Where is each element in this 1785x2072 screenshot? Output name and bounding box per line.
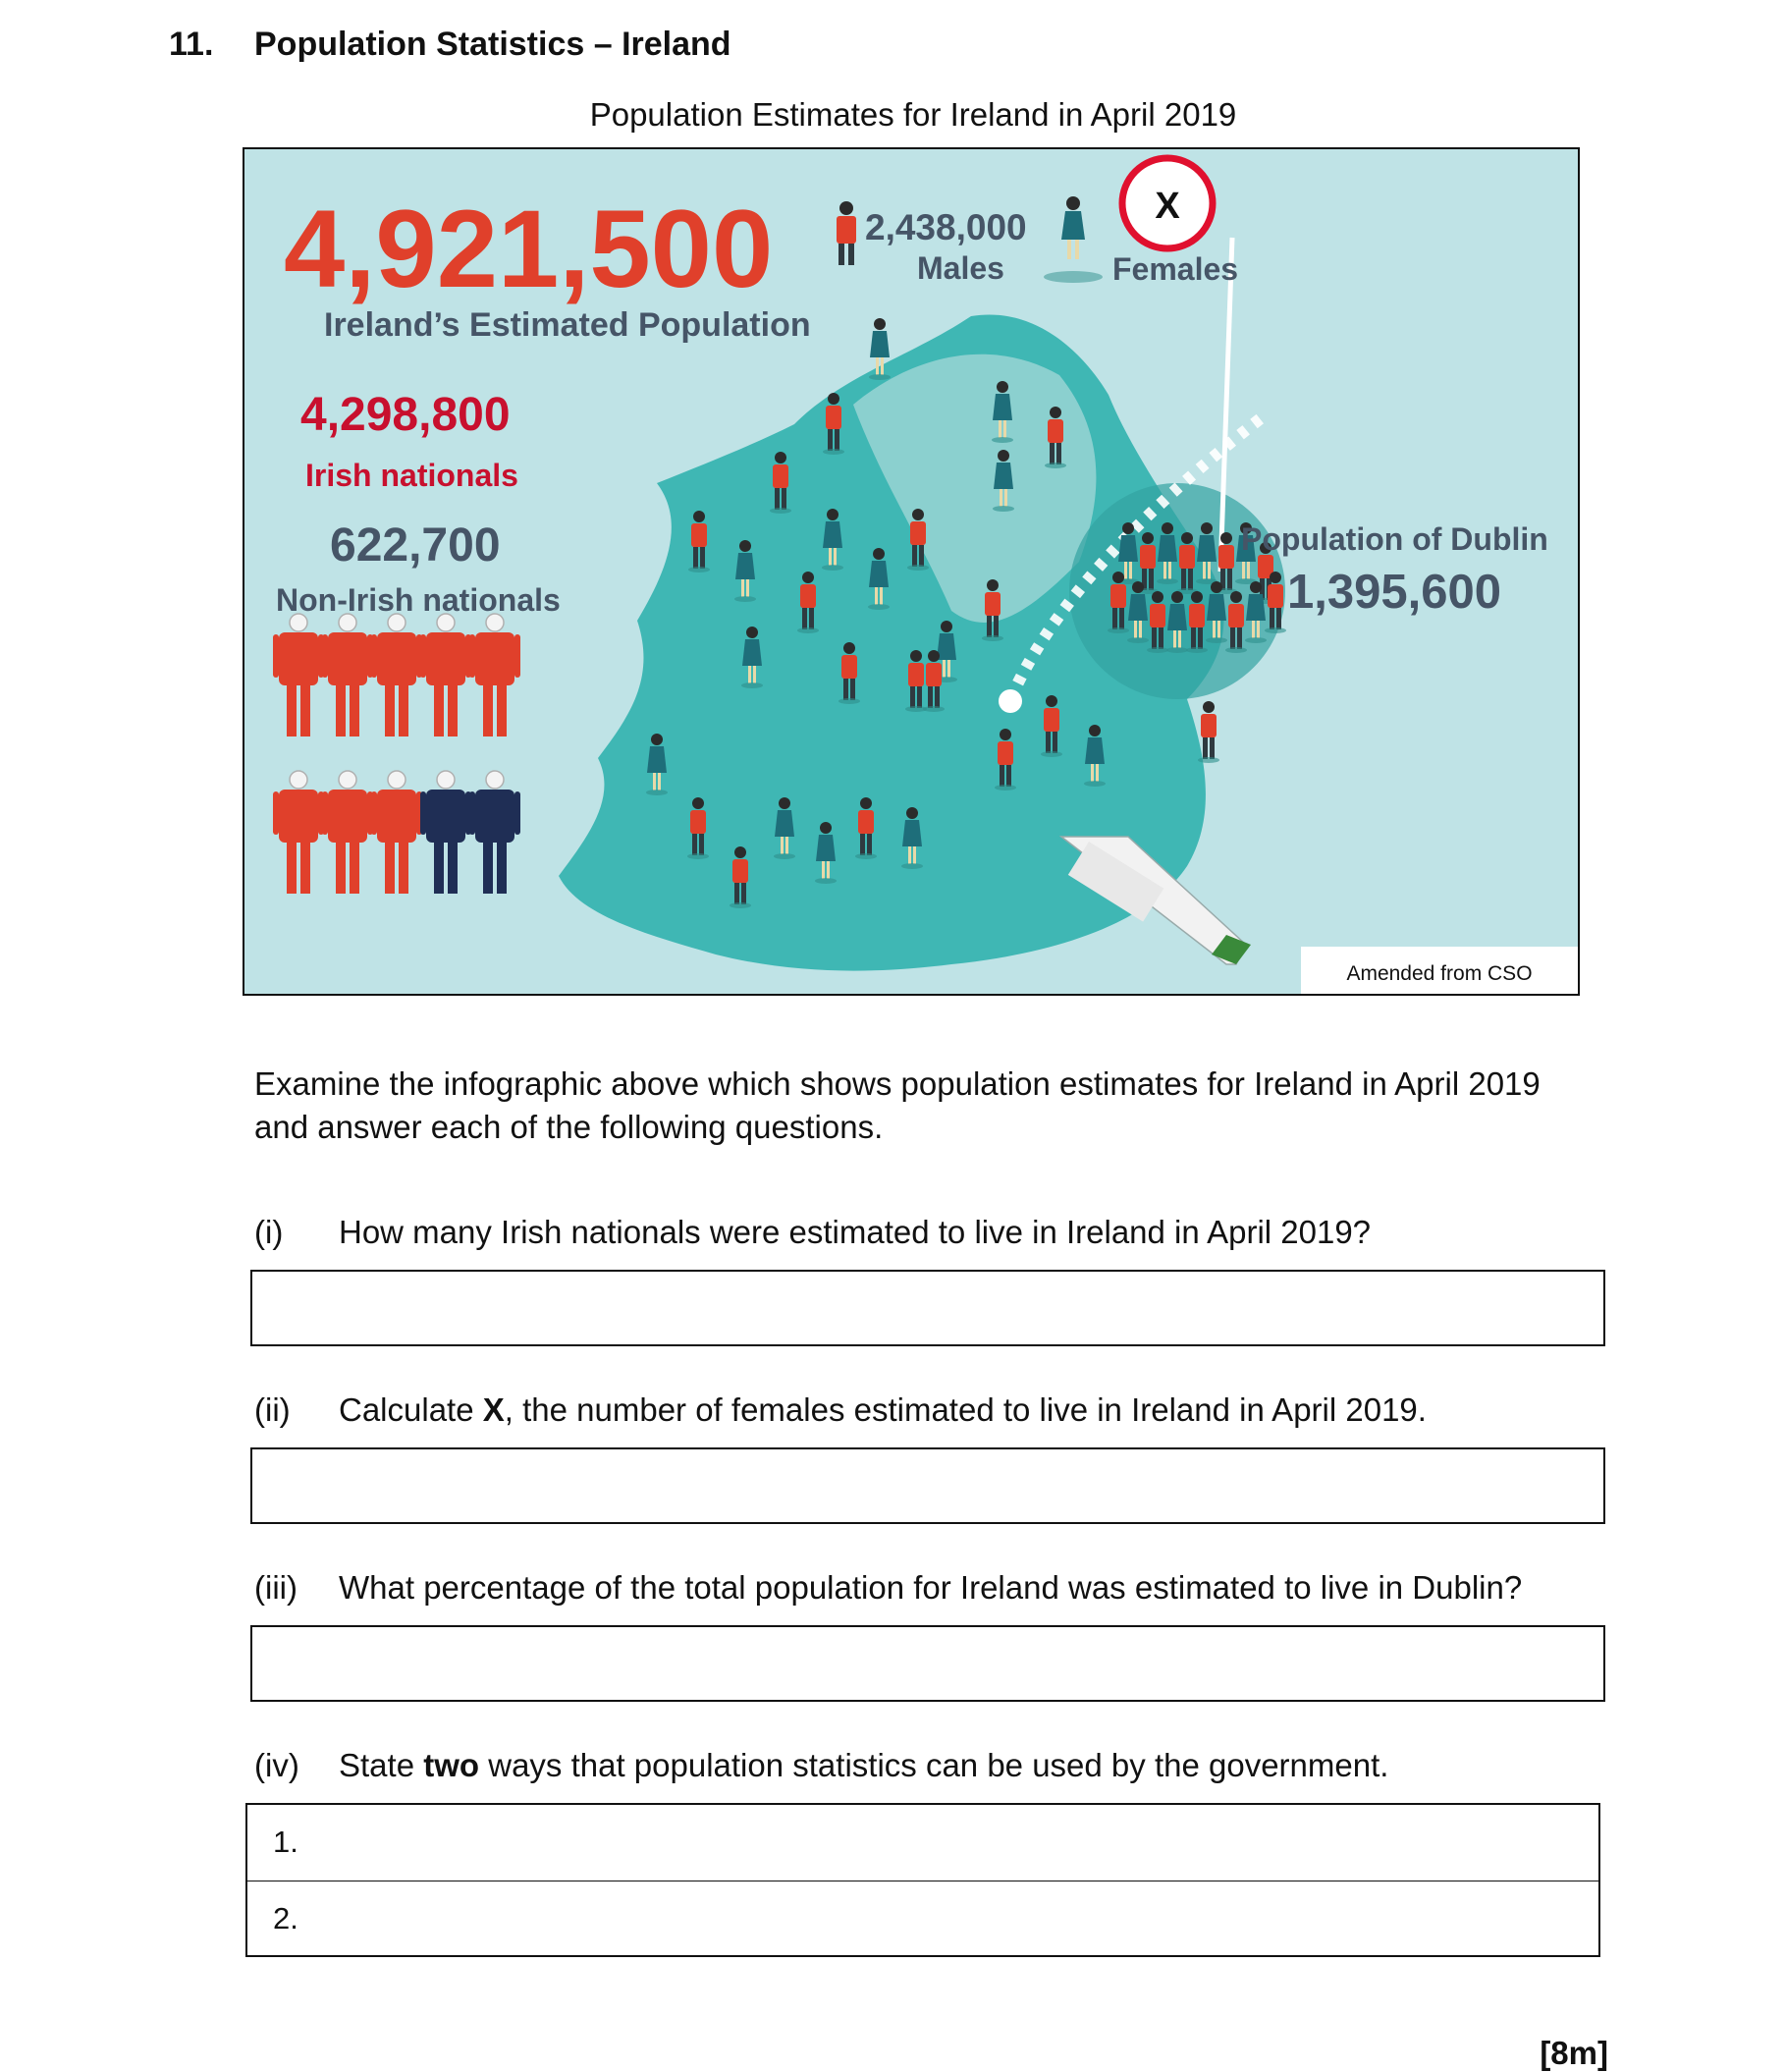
- part-iv-text-after: ways that population statistics can be used by the government.: [479, 1747, 1389, 1783]
- population-infographic: [243, 147, 1580, 996]
- male-person-icon: [837, 201, 856, 265]
- irish-nationals-value: 4,298,800: [300, 389, 511, 441]
- non-irish-nationals-label: Non-Irish nationals: [276, 582, 561, 618]
- source-credit: Amended from CSO: [1346, 962, 1533, 985]
- question-title: Population Statistics – Ireland: [254, 26, 731, 63]
- dublin-population-label: Population of Dublin: [1241, 521, 1548, 557]
- row-number: 1.: [273, 1825, 298, 1859]
- part-iv-label: (iv): [254, 1747, 299, 1783]
- intro-line-1: Examine the infographic above which shows population estimates for Ireland in April 2019: [254, 1065, 1541, 1102]
- part-iv-answer-row-2[interactable]: [247, 1881, 1598, 1958]
- marks-total: [8m]: [1540, 2035, 1608, 2071]
- irish-nationals-label: Irish nationals: [305, 458, 518, 493]
- males-value: 2,438,000: [865, 207, 1027, 247]
- female-person-icon: [1044, 196, 1103, 283]
- part-iv-answer-table: [245, 1803, 1600, 1957]
- part-ii-text-bold: X: [482, 1391, 505, 1428]
- row-number: 2.: [273, 1901, 298, 1936]
- infographic-title: Population Estimates for Ireland in April 2019: [589, 96, 1237, 133]
- part-ii-label: (ii): [254, 1391, 291, 1428]
- females-value: X: [1155, 186, 1180, 227]
- total-population-label: Ireland’s Estimated Population: [324, 306, 811, 344]
- part-ii-answer-box[interactable]: [250, 1447, 1605, 1524]
- part-iii-question: What percentage of the total population for Ireland was estimated to live in Dublin?: [339, 1569, 1523, 1606]
- intro-line-2: and answer each of the following questions.: [254, 1109, 884, 1145]
- question-number: 11.: [169, 26, 214, 63]
- part-iv-text-before: State: [339, 1747, 424, 1783]
- total-population-value: 4,921,500: [284, 188, 774, 310]
- part-iv-question: [339, 1747, 1388, 1784]
- non-irish-nationals-value: 622,700: [330, 519, 501, 572]
- part-iii-answer-box[interactable]: [250, 1625, 1605, 1702]
- nationals-figures: [273, 614, 520, 894]
- dublin-population-value: 1,395,600: [1287, 566, 1501, 619]
- part-i-answer-box[interactable]: [250, 1270, 1605, 1346]
- part-ii-text-before: Calculate: [339, 1391, 483, 1428]
- intro-text: [254, 1063, 1629, 1149]
- part-ii-question: [339, 1391, 1427, 1429]
- part-iii-label: (iii): [254, 1569, 298, 1606]
- part-iv-answer-row-1[interactable]: [247, 1805, 1598, 1881]
- males-label: Males: [917, 250, 1004, 286]
- part-i-question: How many Irish nationals were estimated to live in Ireland in April 2019?: [339, 1214, 1372, 1250]
- part-ii-text-after: , the number of females estimated to live in Ireland in April 2019.: [504, 1391, 1427, 1428]
- part-iv-text-bold: two: [423, 1747, 480, 1783]
- females-label: Females: [1112, 251, 1239, 287]
- part-i-label: (i): [254, 1214, 284, 1250]
